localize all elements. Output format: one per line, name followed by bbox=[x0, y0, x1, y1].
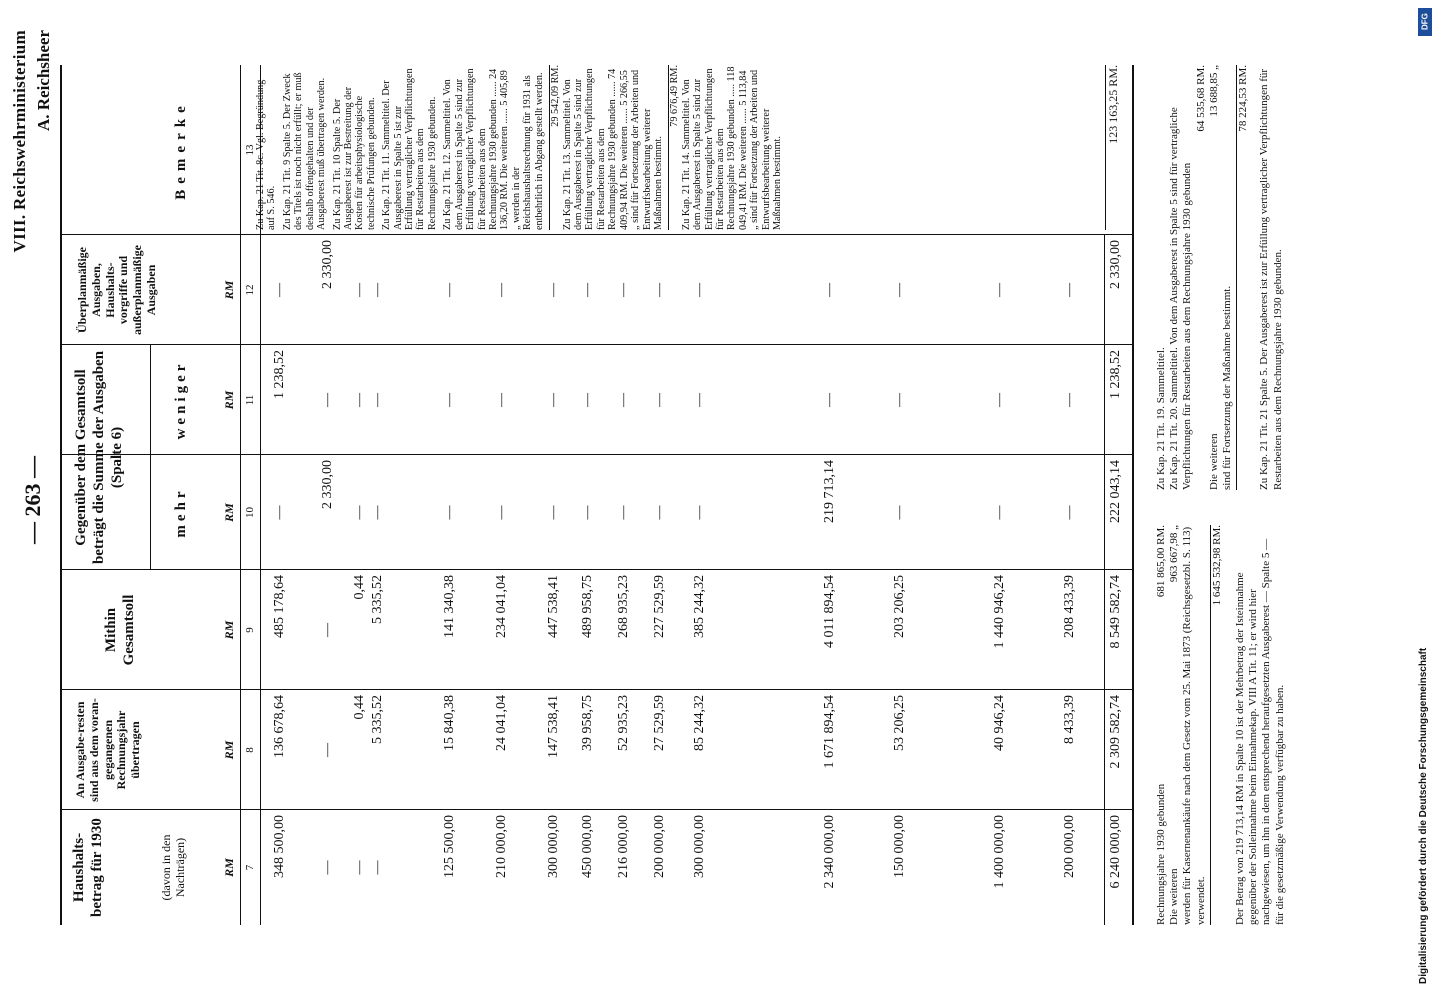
cell-haushalt: 348 500,00 bbox=[272, 815, 287, 878]
dfg-credit-text: Digitalisierung gefördert durch die Deutsche Forschungsgemeinschaft bbox=[1418, 647, 1429, 984]
cell-mehr: — bbox=[494, 505, 509, 520]
remark-tit-13: Zu Kap. 21 Tit. 13. Sammeltitel. Von dem Ausgaberest in Spalte 5 sind zur Erfüllung vertraglicher Verpflichtungen für Restarbeiten aus dem Rechnungsjahre 1930 gebunden ...... 74 409,94 RM. Die weiteren ...... 5 266,55 „ sind für Fortsetzung der Arbeiten und Entwurfsbearbeitung weiterer Maßnahmen bestimmt. bbox=[561, 68, 664, 230]
cell-reste: — bbox=[320, 743, 335, 757]
col10-11-group-header: Gegenüber dem Gesamtsoll beträgt die Summe der Ausgaben (Spalte 6) bbox=[73, 350, 125, 565]
remark-tit-14: Zu Kap. 21 Tit. 14. Sammeltitel. Von dem Ausgaberest in Spalte 5 sind zur Erfüllung vertraglicher Verpflichtungen für Restarbeiten aus dem Rechnungsjahre 1930 gebunden ..... 118 049,41 RM. Die weiteren ...... 5 113,84 „ sind für Fortsetzung der Arbeiten und Entwurfsbearbeitung weiterer Maßnahmen bestimmt. bbox=[680, 66, 784, 230]
cell-reste: 1 671 894,54 bbox=[822, 695, 837, 769]
cell-mehr: — bbox=[892, 505, 907, 520]
cell-gesamtsoll: 268 935,23 bbox=[616, 575, 631, 638]
cell-reste: 147 538,41 bbox=[546, 695, 561, 758]
col7-subheader: (davon in den Nachträgen) bbox=[159, 834, 187, 901]
cell-ueberplan: — bbox=[992, 283, 1007, 297]
cell-reste: 8 433,39 bbox=[1062, 695, 1077, 744]
table-row bbox=[892, 65, 910, 925]
remark-tit-11: Zu Kap. 21 Tit. 11. Sammeltitel. Der Ausgaberest in Spalte 5 ist zur Erfüllung vertraglicher Verpflichtungen für Restarbeiten aus dem Rechnungsjahre 1930 gebunden. bbox=[381, 68, 438, 230]
remark-tit-8c: Zu Kap. 21 Tit. 8c. Vgl. Begründung auf S. 546. bbox=[255, 79, 278, 230]
table-row bbox=[822, 65, 840, 925]
col7-unit: RM bbox=[222, 858, 236, 877]
cell-haushalt: 216 000,00 bbox=[616, 815, 631, 878]
cell-ueberplan: — bbox=[370, 283, 385, 297]
cell-reste: 5 335,52 bbox=[370, 695, 385, 744]
ministry-title: VIII. Reichswehrministerium bbox=[10, 30, 29, 253]
dfg-watermark bbox=[1418, 8, 1432, 992]
footnote-tit-20: Zu Kap. 21 Tit. 20. Sammeltitel. Von dem Ausgaberest in Spalte 5 sind für vertragliche Verpflichtungen für Restarbeiten aus dem Rechnungsjahre 1930 gebunden bbox=[1168, 107, 1194, 490]
cell-haushalt: — bbox=[352, 860, 367, 875]
cell-haushalt: — bbox=[370, 860, 385, 875]
col8-unit: RM bbox=[222, 740, 236, 760]
col13-header: Bemerke bbox=[173, 100, 189, 200]
cell-gesamtsoll: 485 178,64 bbox=[272, 575, 287, 638]
cell-weniger: — bbox=[494, 393, 509, 407]
cell-haushalt: 200 000,00 bbox=[1062, 815, 1077, 878]
cell-weniger: — bbox=[992, 393, 1007, 407]
footnote-tit-19: Zu Kap. 21 Tit. 19. Sammeltitel. bbox=[1155, 347, 1167, 490]
col-number-12: 12 bbox=[244, 284, 256, 296]
cell-gesamtsoll: 447 538,41 bbox=[546, 575, 561, 638]
cell-gesamtsoll: 203 206,25 bbox=[892, 575, 907, 638]
cell-ueberplan: — bbox=[352, 283, 367, 297]
col12-unit: RM bbox=[222, 280, 236, 300]
cell-weniger: — bbox=[822, 393, 837, 407]
col10-unit: RM bbox=[222, 503, 236, 522]
footnote-left bbox=[1155, 525, 1287, 925]
cell-reste: 0,44 bbox=[352, 695, 367, 720]
total-reste: 2 309 582,74 bbox=[1108, 695, 1123, 769]
cell-gesamtsoll: 141 340,38 bbox=[442, 575, 457, 638]
cell-ueberplan: — bbox=[892, 283, 907, 297]
cell-gesamtsoll: 234 041,04 bbox=[494, 575, 509, 638]
col-number-11: 11 bbox=[244, 394, 256, 406]
cell-ueberplan: — bbox=[652, 283, 667, 297]
remark-tit-12-sum: 29 542,09 RM. bbox=[549, 65, 561, 230]
total-haushalt: 6 240 000,00 bbox=[1108, 815, 1123, 889]
col-number-9: 9 bbox=[244, 627, 256, 633]
cell-haushalt: 125 500,00 bbox=[442, 815, 457, 878]
col9-unit: RM bbox=[222, 620, 236, 640]
table-row bbox=[992, 65, 1010, 925]
col-number-8: 8 bbox=[244, 747, 256, 753]
col-number-7: 7 bbox=[244, 864, 256, 871]
cell-gesamtsoll: — bbox=[320, 623, 335, 637]
cell-mehr: — bbox=[580, 505, 595, 520]
total-weniger: 1 238,52 bbox=[1108, 350, 1123, 399]
cell-haushalt: 450 000,00 bbox=[580, 815, 595, 878]
cell-mehr: — bbox=[352, 505, 367, 520]
footnote-right bbox=[1155, 65, 1285, 490]
cell-gesamtsoll: 5 335,52 bbox=[370, 575, 385, 624]
cell-reste: 85 244,32 bbox=[692, 695, 707, 751]
cell-ueberplan: — bbox=[616, 283, 631, 297]
cell-mehr: — bbox=[272, 505, 287, 520]
cell-mehr: — bbox=[692, 505, 707, 520]
cell-gesamtsoll: 208 433,39 bbox=[1062, 575, 1077, 638]
col7-header: Haushalts-betrag für 1930 bbox=[71, 818, 105, 917]
col12-header: Überplanmäßige Ausgaben, Haushalts-vorgriffe und außerplanmäßige Ausgaben bbox=[75, 245, 158, 336]
cell-mehr: 2 330,00 bbox=[320, 460, 335, 509]
footnote-l1: Rechnungsjahre 1930 gebunden bbox=[1155, 783, 1167, 925]
col10-header: mehr bbox=[173, 487, 189, 538]
cell-mehr: — bbox=[442, 505, 457, 520]
footnote-tit-20-value: 64 535,68 RM. bbox=[1194, 65, 1207, 132]
page-number: — 263 — bbox=[20, 456, 45, 544]
total-ueberplan: 2 330,00 bbox=[1108, 240, 1123, 289]
footnote-weiteren: Die weiteren bbox=[1207, 433, 1220, 490]
footnote-left-sum: 1 645 532,98 RM. bbox=[1210, 525, 1224, 925]
remark-tit-10: Zu Kap. 21 Tit. 10 Spalte 5. Der Ausgaberest ist zur Bestreitung der Kosten für arbeitsphysiologische technische Prüfungen gebunden. bbox=[331, 86, 377, 230]
col-number-13: 13 bbox=[244, 144, 256, 156]
cell-gesamtsoll: 4 011 894,54 bbox=[822, 575, 837, 648]
cell-mehr: 219 713,14 bbox=[822, 460, 837, 523]
cell-weniger: — bbox=[616, 393, 631, 407]
cell-ueberplan: — bbox=[822, 283, 837, 297]
cell-gesamtsoll: 385 244,32 bbox=[692, 575, 707, 638]
cell-ueberplan: 2 330,00 bbox=[320, 240, 335, 289]
cell-haushalt: 2 340 000,00 bbox=[822, 815, 837, 889]
cell-haushalt: 150 000,00 bbox=[892, 815, 907, 878]
cell-haushalt: 1 400 000,00 bbox=[992, 815, 1007, 889]
footnote-l2-value: 963 667,98 „ bbox=[1168, 525, 1181, 583]
cell-gesamtsoll: 227 529,59 bbox=[652, 575, 667, 638]
footnote-tit-21: Zu Kap. 21 Tit. 21 Spalte 5. Der Ausgaberest ist zur Erfüllung vertraglicher Verpflichtungen für Restarbeiten aus dem Rechnungsjahre 1930 gebunden. bbox=[1258, 68, 1284, 490]
cell-weniger: — bbox=[580, 393, 595, 407]
cell-gesamtsoll: 489 958,75 bbox=[580, 575, 595, 638]
cell-mehr: — bbox=[616, 505, 631, 520]
cell-mehr: — bbox=[992, 505, 1007, 520]
cell-reste: 40 946,24 bbox=[992, 695, 1007, 751]
footnote-right-sum: 78 224,53 RM. bbox=[1236, 65, 1250, 490]
cell-weniger: — bbox=[892, 393, 907, 407]
cell-gesamtsoll: 1 440 946,24 bbox=[992, 575, 1007, 649]
cell-reste: 52 935,23 bbox=[616, 695, 631, 751]
cell-reste: 15 840,38 bbox=[442, 695, 457, 751]
footnote-mehrbetrag: Der Betrag von 219 713,14 RM in Spalte 10 ist der Mehrbetrag der Isteinnahme gegenüber der Solleinnahme beim Einnahmekap. VIII A Tit. 11; er wird hier nachgewiesen, um ihn in dem entsprechend heraufgesetzten Ausgaberest — Spalte 5 — für die gesetzmäßige Verwendung verfügbar zu haben. bbox=[1233, 538, 1286, 925]
cell-reste: 24 041,04 bbox=[494, 695, 509, 751]
cell-reste: 39 958,75 bbox=[580, 695, 595, 751]
cell-mehr: — bbox=[370, 505, 385, 520]
cell-gesamtsoll: 0,44 bbox=[352, 575, 367, 600]
section-title: A. Reichsheer bbox=[34, 30, 53, 132]
cell-reste: 53 206,25 bbox=[892, 695, 907, 751]
footnote-fortsetzung: sind für Fortsetzung der Maßnahme bestimmt. bbox=[1220, 285, 1233, 490]
footnote-l3: werden für Kasernenankäufe nach dem Gesetz vom 25. Mai 1873 (Reichsgesetzbl. S. 113) verwendet. bbox=[1181, 526, 1207, 925]
cell-weniger: — bbox=[352, 393, 367, 407]
table-row bbox=[1062, 65, 1080, 925]
cell-weniger: — bbox=[442, 393, 457, 407]
col-number-10: 10 bbox=[244, 507, 256, 518]
cell-ueberplan: — bbox=[546, 283, 561, 297]
cell-ueberplan: — bbox=[442, 283, 457, 297]
cell-reste: 136 678,64 bbox=[272, 695, 287, 758]
cell-weniger: — bbox=[546, 393, 561, 407]
total-mehr: 222 043,14 bbox=[1108, 460, 1123, 523]
cell-ueberplan: — bbox=[1062, 283, 1077, 297]
col9-header: Mithin Gesamtsoll bbox=[103, 594, 137, 666]
cell-mehr: — bbox=[652, 505, 667, 520]
footnote-l1-value: 681 865,00 RM. bbox=[1155, 525, 1167, 598]
col11-unit: RM bbox=[222, 390, 236, 410]
cell-ueberplan: — bbox=[692, 283, 707, 297]
cell-ueberplan: — bbox=[494, 283, 509, 297]
remark-tit-12: Zu Kap. 21 Tit. 12. Sammeltitel. Von dem Ausgaberest in Spalte 5 sind zur Erfüllung vertraglicher Verpflichtungen für Restarbeiten aus dem Rechnungsjahre 1930 gebunden ...... 24 136,20 RM. Die weiteren ...... 5 405,89 „ werden in der Reichshaushaltsrechnung für 1931 als entbehrlich in Abgang gestellt werden. bbox=[442, 68, 545, 230]
cell-haushalt: 210 000,00 bbox=[494, 815, 509, 878]
col8-header: An Ausgabe-resten sind aus dem voran-gegangenen Rechnungsjahr übertragen bbox=[73, 698, 143, 802]
remark-tit-14-sum: 123 163,25 RM. bbox=[1105, 65, 1121, 230]
cell-ueberplan: — bbox=[580, 283, 595, 297]
cell-ueberplan: — bbox=[272, 283, 287, 297]
dfg-logo: DFG bbox=[1418, 8, 1432, 36]
remarks-column bbox=[255, 65, 788, 230]
cell-mehr: — bbox=[1062, 505, 1077, 520]
cell-weniger: — bbox=[320, 393, 335, 407]
cell-haushalt: — bbox=[320, 860, 335, 875]
cell-haushalt: 200 000,00 bbox=[652, 815, 667, 878]
cell-haushalt: 300 000,00 bbox=[546, 815, 561, 878]
cell-weniger: — bbox=[370, 393, 385, 407]
total-gesamtsoll: 8 549 582,74 bbox=[1108, 575, 1123, 649]
col11-header: weniger bbox=[173, 360, 189, 440]
cell-weniger: — bbox=[652, 393, 667, 407]
remark-tit-13-sum: 79 676,49 RM. bbox=[668, 65, 680, 230]
cell-mehr: — bbox=[546, 505, 561, 520]
footnote-l2: Die weiteren bbox=[1168, 868, 1181, 925]
cell-weniger: — bbox=[1062, 393, 1077, 407]
cell-weniger: 1 238,52 bbox=[272, 350, 287, 399]
cell-weniger: — bbox=[692, 393, 707, 407]
cell-reste: 27 529,59 bbox=[652, 695, 667, 751]
footnote-weiteren-value: 13 688,85 „ bbox=[1207, 65, 1220, 117]
cell-haushalt: 300 000,00 bbox=[692, 815, 707, 878]
remark-tit-9: Zu Kap. 21 Tit. 9 Spalte 5. Der Zweck des Titels ist noch nicht erfüllt; er muß deshalb offengehalten und der Ausgaberest muß übertragen werden. bbox=[281, 72, 328, 230]
